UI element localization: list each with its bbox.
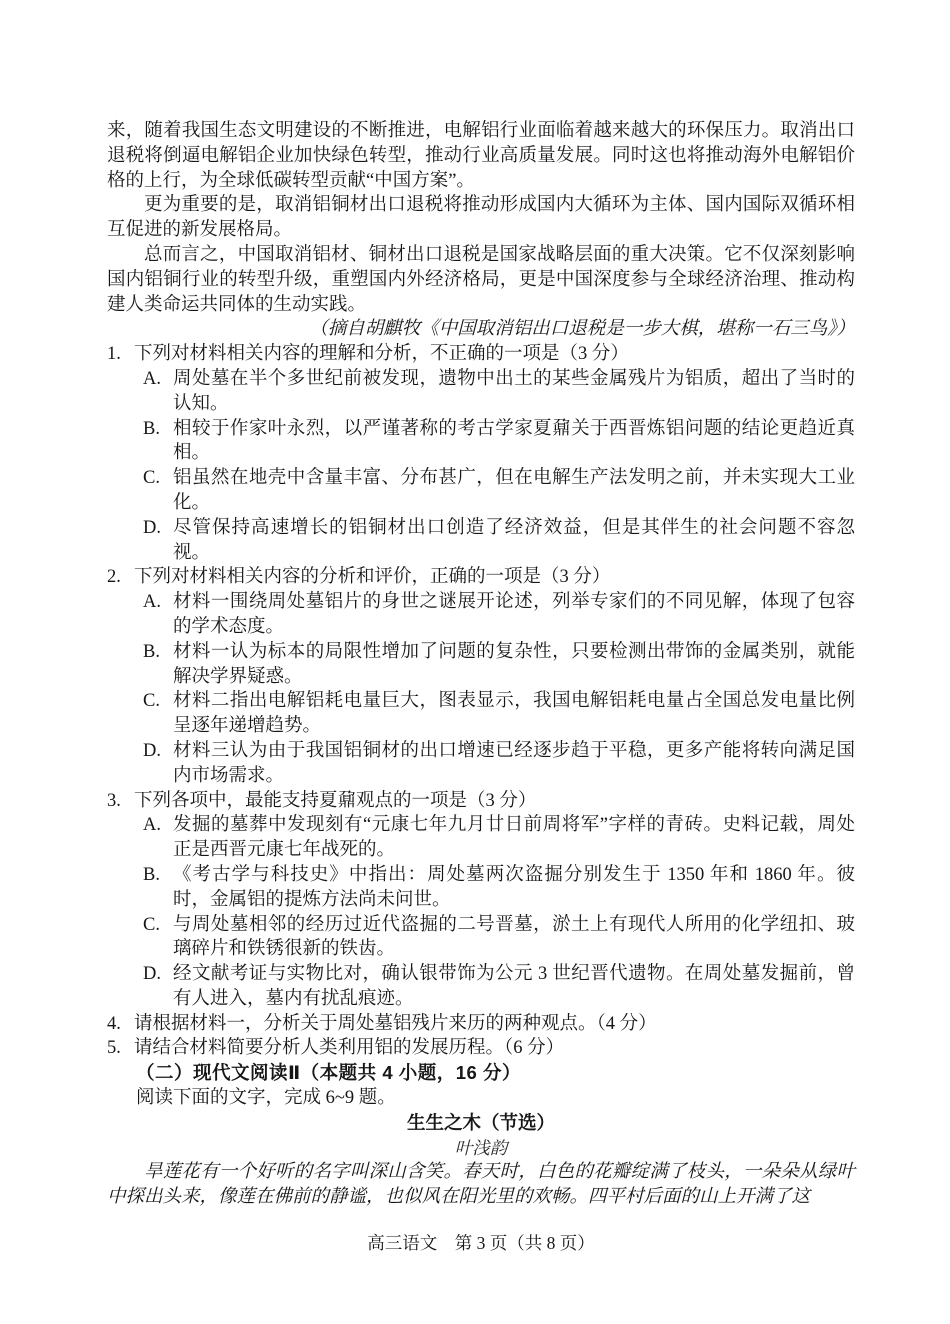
- option-text: 材料一围绕周处墓铝片的身世之谜展开论述，列举专家们的不同见解，体现了包容的学术态度。: [173, 592, 855, 637]
- question-3-option-d: [107, 962, 855, 1012]
- material-paragraph-1: 来，随着我国生态文明建设的不断推进，电解铝行业面临着越来越大的环保压力。取消出口退税将倒逼电解铝企业加快绿色转型，推动行业高质量发展。同时这也将推动海外电解铝价格的上行，为全球低碳转型贡献“中国方案”。: [107, 121, 855, 191]
- question-2-option-a: [107, 590, 855, 640]
- question-3: [107, 789, 855, 1012]
- option-text: 材料二指出电解铝耗电量巨大，图表显示，我国电解铝耗电量占全国总发电量比例呈逐年递增趋势。: [173, 691, 855, 737]
- source-attribution: （摘自胡麒牧《中国取消铝出口退税是一步大棋，堪称一石三鸟》）: [309, 319, 855, 340]
- question-2-stem-row: [107, 565, 855, 590]
- reading-passage-title: 生生之木（节选）: [406, 1111, 555, 1133]
- question-stem: 下列各项中，最能支持夏鼐观点的一项是（3 分）: [134, 790, 537, 811]
- question-number: 5.: [107, 1038, 121, 1059]
- option-text: 尽管保持高速增长的铝铜材出口创造了经济效益，但是其伴生的社会问题不容忽视。: [173, 517, 855, 563]
- option-label: B.: [143, 864, 160, 885]
- reading-passage-body: 旱莲花有一个好听的名字叫深山含笑。春天时，白色的花瓣绽满了枝头，一朵朵从绿叶中探出头来，像莲在佛前的静谧，也似风在阳光里的欢畅。四平村后面的山上开满了这: [107, 1162, 855, 1208]
- option-text: 铝虽然在地壳中含量丰富、分布甚广，但在电解生产法发明之前，并未实现大工业化。: [173, 468, 855, 513]
- option-label: D.: [143, 964, 161, 985]
- section-2-heading: （二）现代文阅读Ⅱ（本题共 4 小题，16 分）: [136, 1062, 521, 1084]
- question-number: 4.: [107, 1013, 121, 1034]
- option-text: 《考古学与科技史》中指出：周处墓两次盗掘分别发生于 1350 年和 1860 年。彼时，金属铝的提炼方法尚未问世。: [173, 864, 855, 910]
- question-3-stem-row: [107, 789, 855, 814]
- option-label: C.: [143, 468, 160, 489]
- question-3-option-c: [107, 913, 855, 963]
- option-text: 材料一认为标本的局限性增加了问题的复杂性，只要检测出带饰的金属类别，就能解决学界疑惑。: [173, 641, 855, 687]
- question-stem: 下列对材料相关内容的理解和分析，不正确的一项是（3 分）: [134, 344, 629, 365]
- option-text: 周处墓在半个多世纪前被发现，遗物中出土的某些金属残片为铝质，超出了当时的认知。: [173, 368, 855, 414]
- question-1-option-a: [107, 367, 855, 417]
- question-stem: 请根据材料一，分析关于周处墓铝残片来历的两种观点。（4 分）: [134, 1013, 657, 1034]
- question-4: [107, 1012, 855, 1037]
- question-stem: 请结合材料简要分析人类利用铝的发展历程。（6 分）: [134, 1038, 565, 1059]
- question-1-stem-row: [107, 342, 855, 367]
- question-2-option-b: [107, 640, 855, 690]
- option-label: A.: [143, 815, 161, 836]
- question-1: [107, 342, 855, 565]
- option-label: A.: [143, 592, 161, 613]
- material-paragraph-2: 更为重要的是，取消铝铜材出口退税将推动形成国内大循环为主体、国内国际双循环相互促进的新发展格局。: [107, 195, 855, 241]
- question-1-option-d: [107, 516, 855, 566]
- option-label: A.: [143, 368, 161, 389]
- question-3-option-b: [107, 863, 855, 913]
- option-text: 相较于作家叶永烈，以严谨著称的考古学家夏鼐关于西晋炼铝问题的结论更趋近真相。: [173, 418, 855, 464]
- question-2: [107, 565, 855, 788]
- option-label: D.: [143, 740, 161, 761]
- option-label: C.: [143, 691, 160, 712]
- question-3-option-a: [107, 813, 855, 863]
- question-1-option-c: [107, 466, 855, 516]
- option-label: D.: [143, 517, 161, 538]
- question-stem: 下列对材料相关内容的分析和评价，正确的一项是（3 分）: [134, 567, 611, 588]
- option-label: B.: [143, 641, 160, 662]
- section-2-instruction: 阅读下面的文字，完成 6~9 题。: [136, 1088, 396, 1109]
- option-text: 发掘的墓葬中发现刻有“元康七年九月廿日前周将军”字样的青砖。史料记载，周处正是西晋元康七年战死的。: [173, 815, 855, 861]
- option-text: 经文献考证与实物比对，确认银带饰为公元 3 世纪晋代遗物。在周处墓发掘前，曾有人进入，墓内有扰乱痕迹。: [173, 964, 855, 1009]
- option-label: B.: [143, 418, 160, 439]
- question-number: 2.: [107, 567, 121, 588]
- reading-passage-author: 叶浅韵: [454, 1137, 508, 1158]
- question-5: [107, 1036, 855, 1061]
- page-footer: 高三语文 第 3 页（共 8 页）: [367, 1233, 595, 1254]
- question-number: 1.: [107, 344, 121, 365]
- option-text: 材料三认为由于我国铝铜材的出口增速已经逐步趋于平稳，更多产能将转向满足国内市场需求。: [173, 740, 855, 786]
- question-1-option-b: [107, 417, 855, 467]
- question-number: 3.: [107, 790, 121, 811]
- question-2-option-d: [107, 739, 855, 789]
- material-paragraph-3: 总而言之，中国取消铝材、铜材出口退税是国家战略层面的重大决策。它不仅深刻影响国内铝铜行业的转型升级，重塑国内外经济格局，更是中国深度参与全球经济治理、推动构建人类命运共同体的生动实践。: [107, 244, 855, 315]
- option-label: C.: [143, 914, 160, 935]
- question-2-option-c: [107, 689, 855, 739]
- option-text: 与周处墓相邻的经历过近代盗掘的二号晋墓，淤土上有现代人所用的化学纽扣、玻璃碎片和铁锈很新的铁齿。: [173, 914, 855, 960]
